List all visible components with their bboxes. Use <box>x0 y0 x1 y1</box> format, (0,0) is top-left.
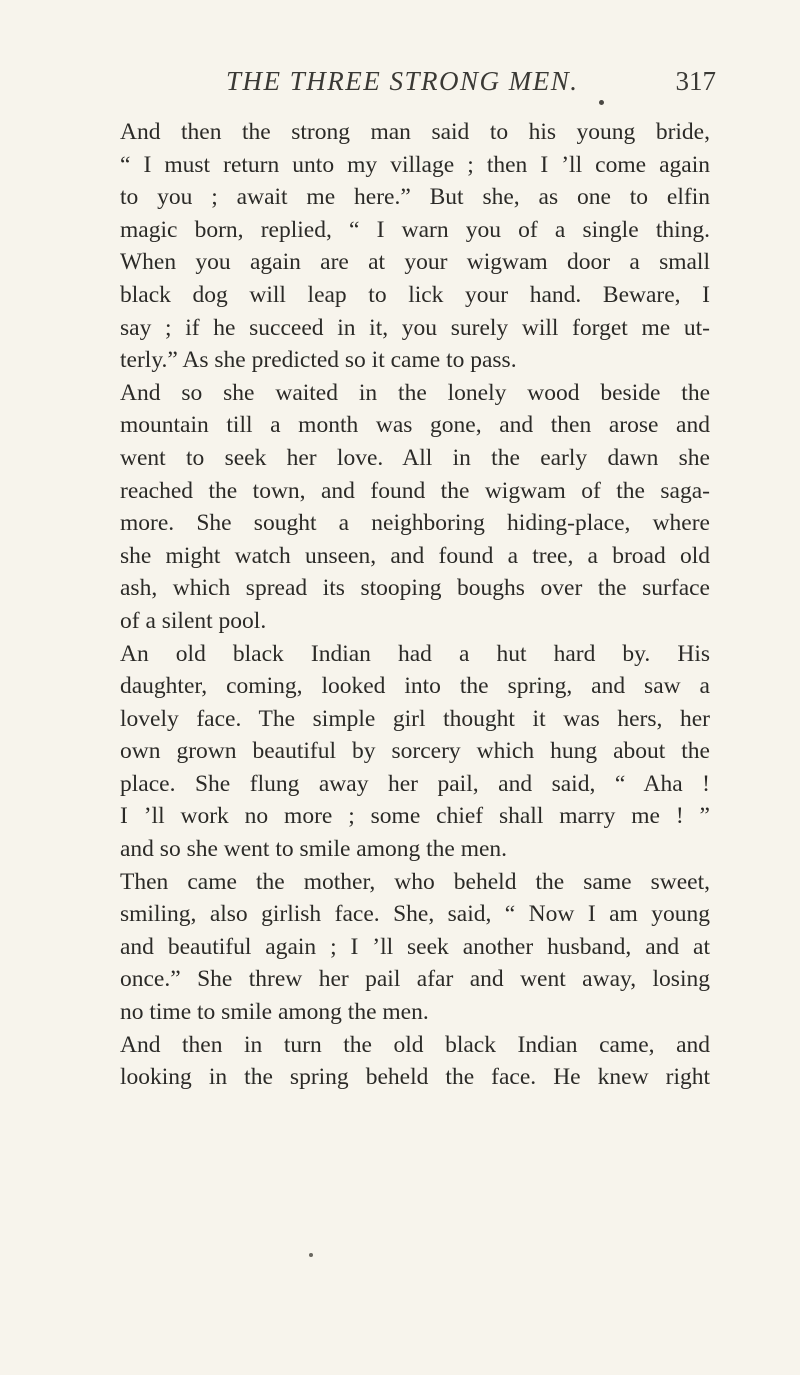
text-line: and beautiful again ; I ’ll seek another husband, and at <box>120 933 710 960</box>
text-line: I ’ll work no more ; some chief shall marry me ! ” <box>120 803 710 830</box>
paragraph <box>100 377 710 638</box>
paragraph <box>100 116 710 377</box>
text-line: lovely face. The simple girl thought it was hers, her <box>120 705 710 732</box>
text-line: reached the town, and found the wigwam of the saga- <box>120 477 710 504</box>
text-line: When you again are at your wigwam door a small <box>120 249 710 276</box>
text-line: Then came the mother, who beheld the same sweet, <box>120 868 710 895</box>
text-line: once.” She threw her pail afar and went away, losing <box>120 966 710 993</box>
text-line: of a silent pool. <box>120 607 267 634</box>
text-line: mountain till a month was gone, and then arose and <box>120 412 710 439</box>
text-line: and so she went to smile among the men. <box>120 836 508 863</box>
page-number: 317 <box>675 66 716 96</box>
text-line: magic born, replied, “ I warn you of a single thing. <box>120 216 710 243</box>
text-line: And so she waited in the lonely wood beside the <box>120 379 710 406</box>
ink-speck <box>309 1253 313 1257</box>
text-line: terly.” As she predicted so it came to pass. <box>120 347 517 374</box>
paragraph <box>100 638 710 866</box>
text-line: smiling, also girlish face. She, said, “ Now I am young <box>120 901 710 928</box>
text-line: to you ; await me here.” But she, as one to elfin <box>120 184 710 211</box>
text-line: And then the strong man said to his young bride, <box>120 119 710 145</box>
text-line: black dog will leap to lick your hand. Beware, I <box>120 281 710 308</box>
text-line: she might watch unseen, and found a tree, a broad old <box>120 542 710 569</box>
page-header <box>96 66 716 106</box>
text-line: place. She flung away her pail, and said, “ Aha ! <box>120 770 710 797</box>
text-line: own grown beautiful by sorcery which hung about the <box>120 738 710 765</box>
ornament-dot <box>599 100 604 105</box>
paragraph <box>100 1029 710 1094</box>
text-line: ash, which spread its stooping boughs over the surface <box>120 575 710 602</box>
text-line: went to seek her love. All in the early dawn she <box>120 444 710 471</box>
text-line: daughter, coming, looked into the spring, and saw a <box>120 673 710 700</box>
text-line: say ; if he succeed in it, you surely will forget me ut- <box>120 314 710 341</box>
body-text <box>100 116 710 1094</box>
paragraph <box>100 866 710 1029</box>
text-line: more. She sought a neighboring hiding-place, where <box>120 510 710 537</box>
text-line: “ I must return unto my village ; then I ’ll come again <box>120 151 710 178</box>
text-line: And then in turn the old black Indian came, and <box>120 1031 710 1058</box>
text-line: no time to smile among the men. <box>120 999 429 1026</box>
text-line: An old black Indian had a hut hard by. His <box>120 640 710 667</box>
text-line: looking in the spring beheld the face. He knew right <box>120 1064 710 1091</box>
running-title: THE THREE STRONG MEN. <box>226 66 579 96</box>
